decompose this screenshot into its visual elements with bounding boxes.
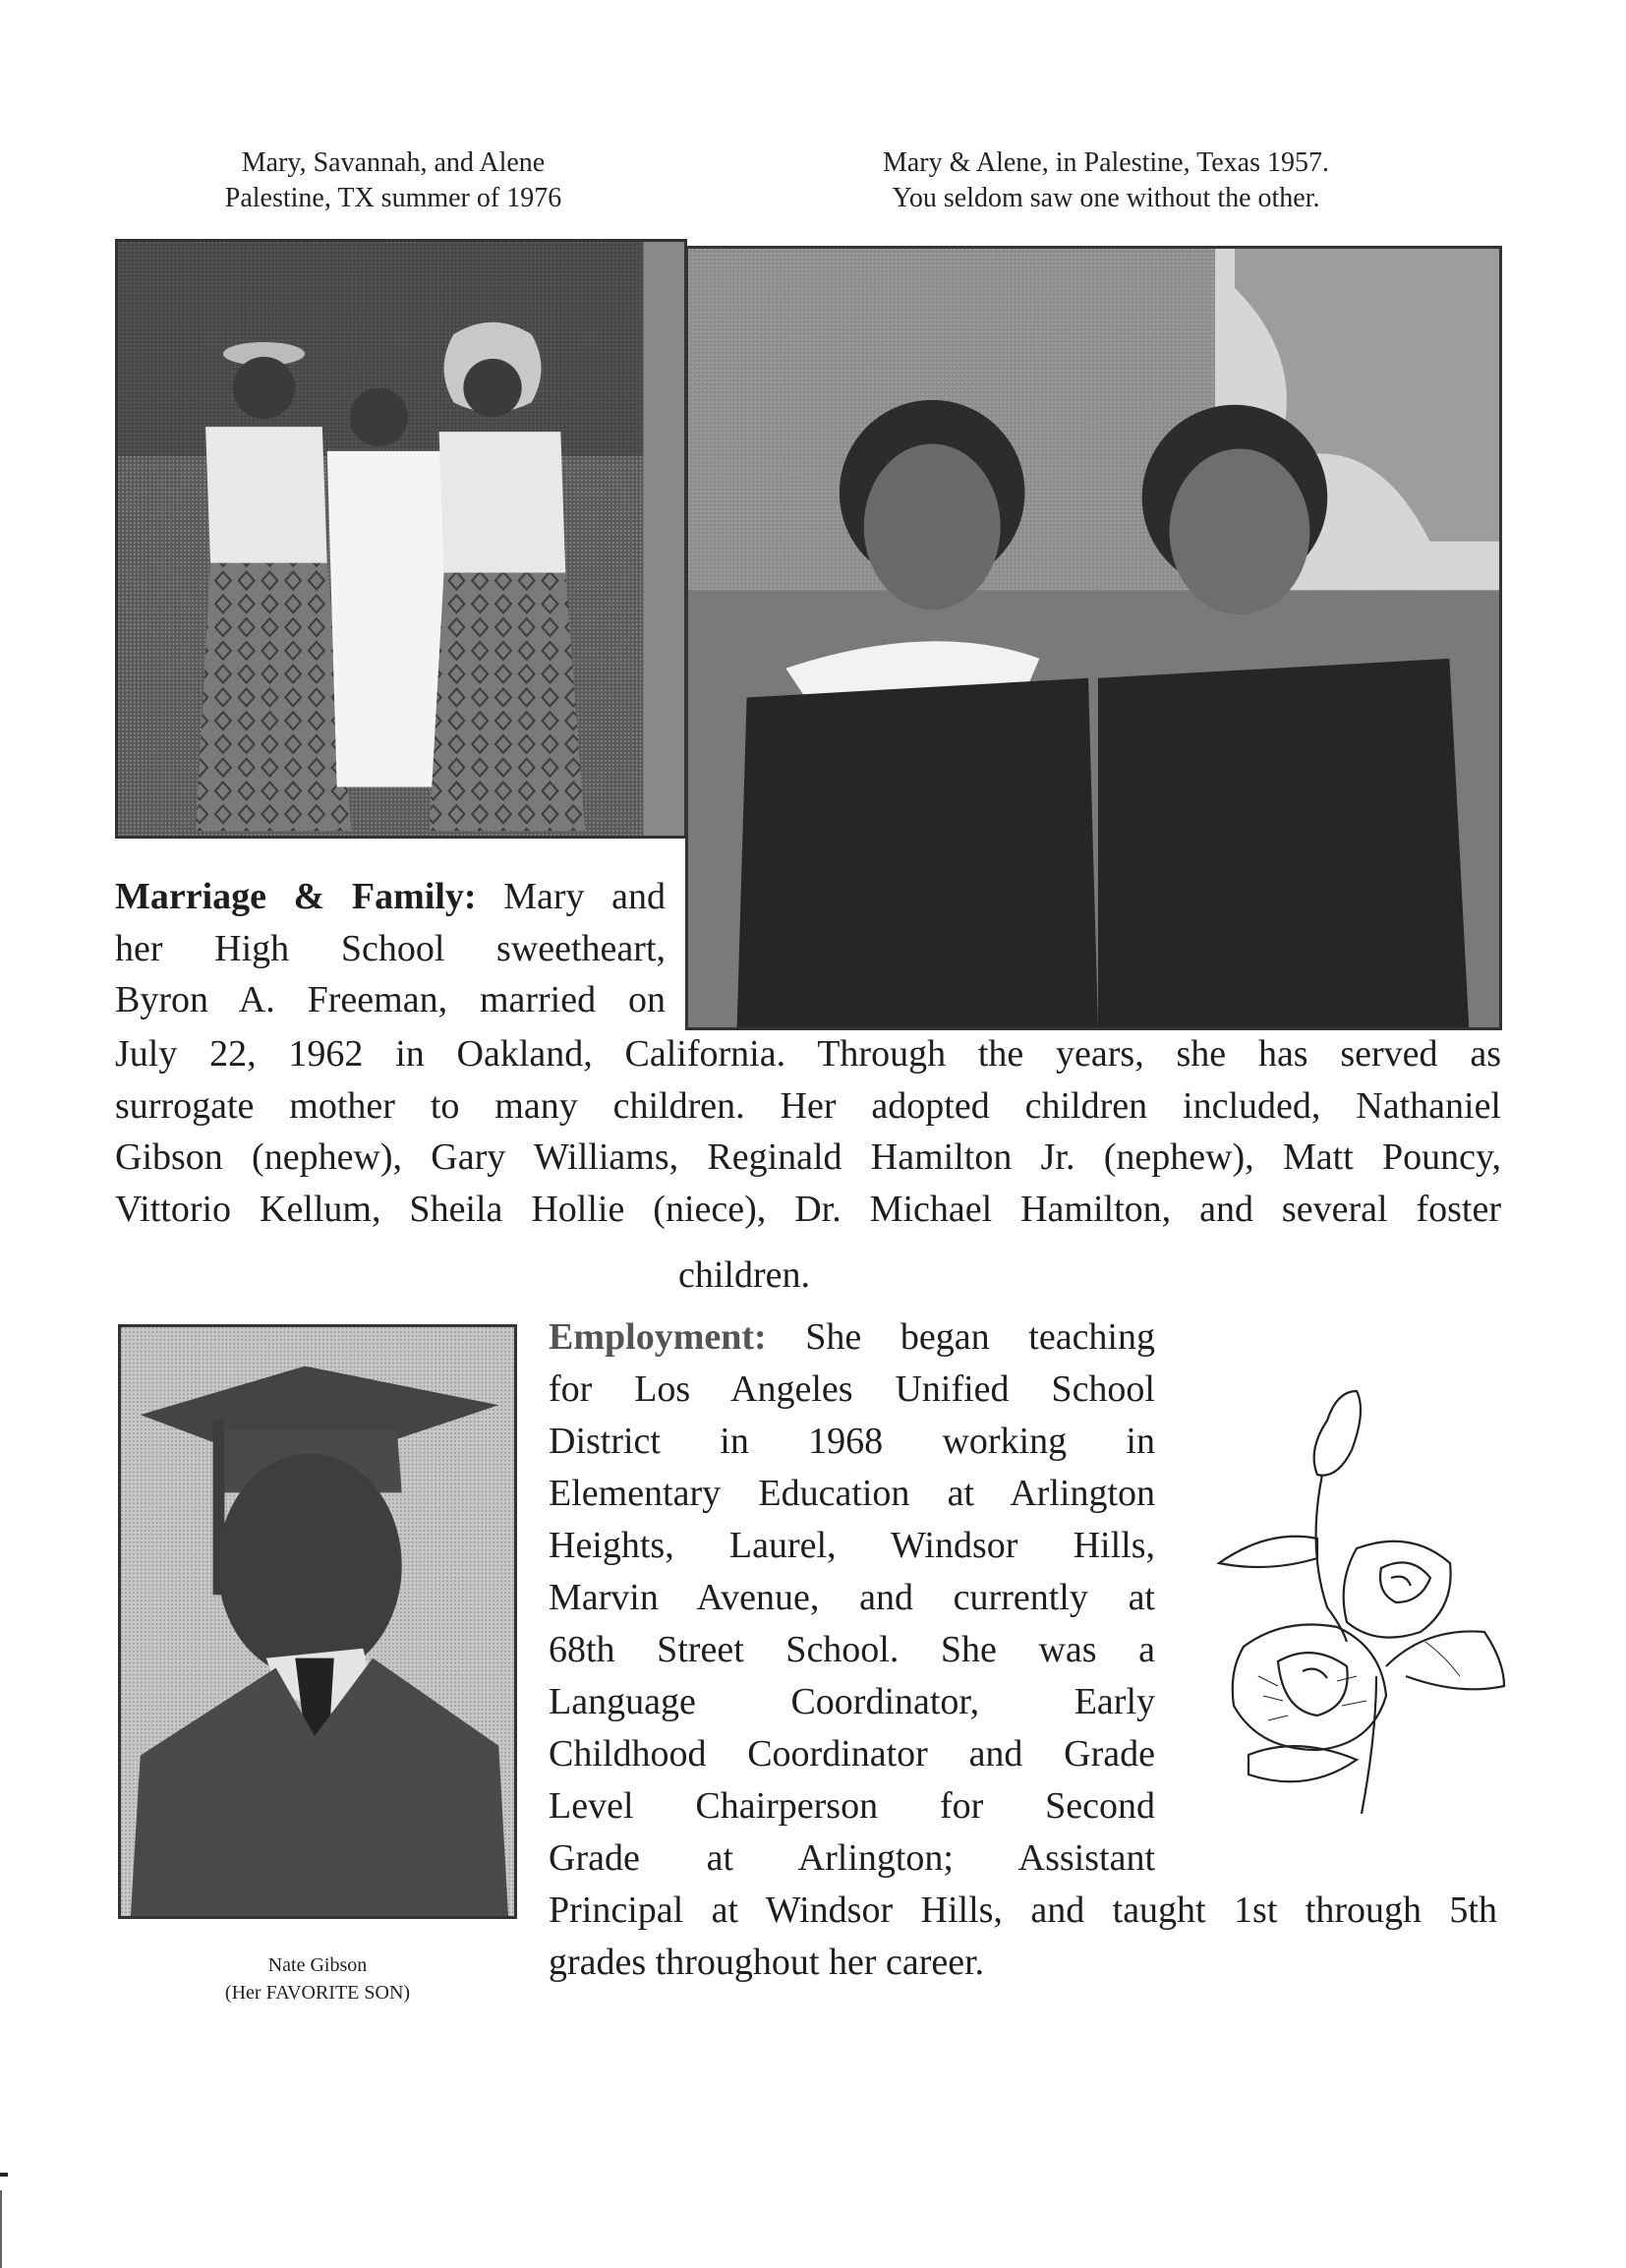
employment-line-8: Language Coordinator, Early [549, 1681, 1155, 1722]
rose-illustration [1190, 1381, 1524, 1814]
employment-line-3: District in 1968 working in [549, 1421, 1155, 1462]
employment-line-4: Elementary Education at Arlington [549, 1473, 1155, 1514]
marriage-line-3: Byron A. Freeman, married on [115, 979, 666, 1020]
caption-line: (Her FAVORITE SON) [224, 1982, 411, 2004]
photo-three-women [115, 239, 687, 839]
employment-heading: Employment: [549, 1316, 767, 1358]
marriage-line-6: Gibson (nephew), Gary Williams, Reginald Hamilton Jr. (nephew), Matt Pouncy, [115, 1136, 1501, 1178]
employment-line-11: Grade at Arlington; Assistant [549, 1837, 1155, 1879]
photo-right-caption [806, 145, 1406, 216]
photo-nate-caption [118, 1951, 517, 2006]
employment-line-13: grades throughout her career. [549, 1942, 985, 1983]
caption-line: Mary & Alene, in Palestine, Texas 1957. [882, 147, 1329, 178]
photo-nate-gibson [118, 1324, 517, 1919]
employment-text: She began teaching [766, 1316, 1155, 1358]
caption-line: Nate Gibson [267, 1954, 368, 1976]
marriage-heading: Marriage & Family: [115, 876, 477, 917]
marriage-line-5: surrogate mother to many children. Her adopted children included, Nathaniel [115, 1085, 1501, 1127]
photo-mary-and-alene [685, 246, 1502, 1030]
marriage-line-8: children. [678, 1254, 811, 1296]
marriage-line-4: July 22, 1962 in Oakland, California. Through the years, she has served as [115, 1033, 1501, 1075]
marriage-line-1 [115, 875, 666, 918]
photo-left-caption [147, 145, 639, 216]
caption-line: Palestine, TX summer of 1976 [224, 183, 562, 213]
scan-mark [0, 2173, 8, 2177]
employment-line-12: Principal at Windsor Hills, and taught 1st through 5th [549, 1890, 1497, 1931]
marriage-line-2: her High School sweetheart, [115, 928, 666, 969]
employment-line-10: Level Chairperson for Second [549, 1785, 1155, 1827]
scan-edge [0, 2190, 2, 2268]
employment-line-1 [549, 1315, 1155, 1359]
employment-line-5: Heights, Laurel, Windsor Hills, [549, 1525, 1155, 1566]
caption-line: You seldom saw one without the other. [892, 183, 1320, 213]
employment-line-7: 68th Street School. She was a [549, 1629, 1155, 1670]
employment-line-9: Childhood Coordinator and Grade [549, 1733, 1155, 1774]
employment-line-6: Marvin Avenue, and currently at [549, 1577, 1155, 1618]
employment-line-2: for Los Angeles Unified School [549, 1368, 1155, 1410]
marriage-text: Mary and [476, 876, 666, 917]
caption-line: Mary, Savannah, and Alene [241, 147, 546, 178]
marriage-line-7: Vittorio Kellum, Sheila Hollie (niece), Dr. Michael Hamilton, and several foster [115, 1189, 1501, 1230]
